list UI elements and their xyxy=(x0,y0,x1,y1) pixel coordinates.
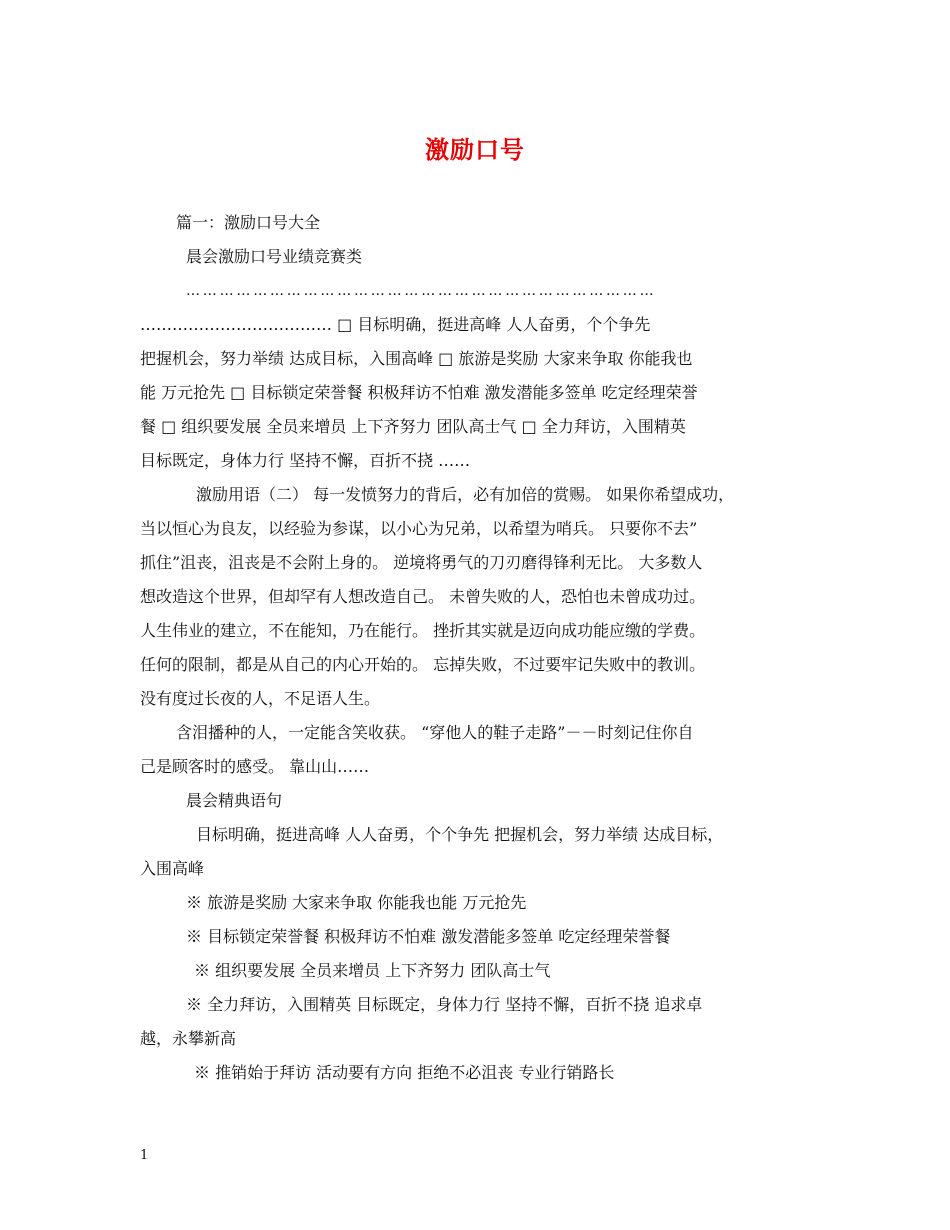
dot-leader: ………………………………………………………………………… xyxy=(186,283,657,299)
text-line: 当以恒心为良友，以经验为参谋，以小心为兄弟，以希望为哨兵。 只要你不去” xyxy=(140,519,698,538)
section-heading: 篇一：激励口号大全 xyxy=(176,213,321,232)
text-line: 激励用语（二） 每一发愤努力的背后，必有加倍的赏赐。 如果你希望成功， xyxy=(196,485,735,504)
text-line: 越，永攀新高 xyxy=(140,1029,237,1048)
sub-heading: 晨会精典语句 xyxy=(186,791,283,810)
page-number: 1 xyxy=(140,1148,149,1163)
text-line: 人生伟业的建立，不在能知，乃在能行。 挫折其实就是迈向成功能应缴的学费。 xyxy=(140,621,706,640)
document-title: 激励口号 xyxy=(425,135,525,164)
text-line: ……………………………… □ 目标明确，挺进高峰 人人奋勇，个个争先 xyxy=(140,315,651,334)
text-line: 含泪播种的人，一定能含笑收获。 “穿他人的鞋子走路”－－时刻记住你自 xyxy=(176,723,694,742)
text-line: 任何的限制，都是从自己的内心开始的。 忘掉失败，不过要牢记失败中的教训。 xyxy=(140,655,706,674)
text-line: 把握机会，努力举绩 达成目标，入围高峰 □ 旅游是奖励 大家来争取 你能我也 xyxy=(140,349,693,368)
list-item: ※ 全力拜访，入围精英 目标既定，身体力行 坚持不懈，百折不挠 追求卓 xyxy=(186,995,703,1014)
list-item: ※ 组织要发展 全员来增员 上下齐努力 团队高士气 xyxy=(194,961,551,980)
text-line: 目标既定，身体力行 坚持不懈，百折不挠 …… xyxy=(140,451,471,470)
list-item: ※ 推销始于拜访 活动要有方向 拒绝不必沮丧 专业行销路长 xyxy=(194,1063,615,1082)
text-line: 入围高峰 xyxy=(140,859,205,878)
text-line: 餐 □ 组织要发展 全员来增员 上下齐努力 团队高士气 □ 全力拜访，入围精英 xyxy=(140,417,686,436)
list-item: ※ 目标锁定荣誉餐 积极拜访不怕难 激发潜能多签单 吃定经理荣誉餐 xyxy=(186,927,671,946)
sub-heading: 晨会激励口号业绩竞赛类 xyxy=(186,247,363,266)
text-line: 没有度过长夜的人，不足语人生。 xyxy=(140,689,381,708)
text-line: 能 万元抢先 □ 目标锁定荣誉餐 积极拜访不怕难 激发潜能多签单 吃定经理荣誉 xyxy=(140,383,698,402)
list-item: ※ 旅游是奖励 大家来争取 你能我也能 万元抢先 xyxy=(186,893,527,912)
text-line: 己是顾客时的感受。 靠山山…… xyxy=(140,757,370,776)
text-line: 抓住”沮丧，沮丧是不会附上身的。 逆境将勇气的刀刃磨得锋利无比。 大多数人 xyxy=(140,553,703,572)
text-line: 想改造这个世界，但却罕有人想改造自己。 未曾失败的人，恐怕也未曾成功过。 xyxy=(140,587,706,606)
text-line: 目标明确，挺进高峰 人人奋勇，个个争先 把握机会，努力举绩 达成目标， xyxy=(196,825,724,844)
